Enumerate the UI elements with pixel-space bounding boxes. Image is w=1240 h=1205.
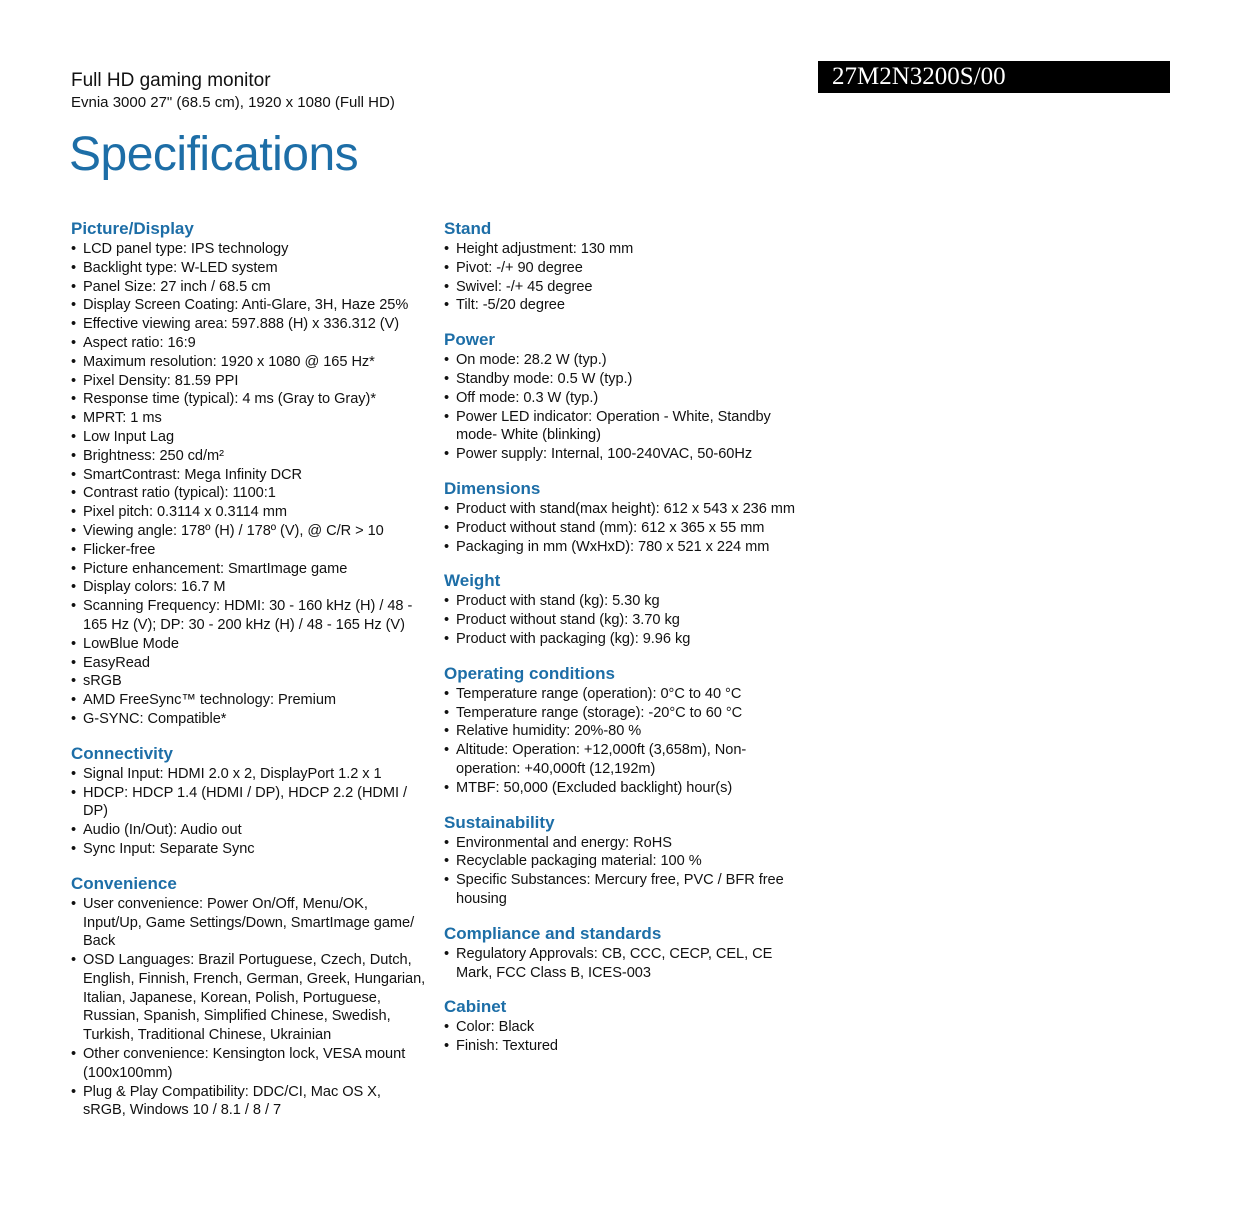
section-title: Power	[444, 330, 496, 350]
spec-list	[444, 834, 796, 909]
spec-item: • Product without stand (kg): 3.70 kg	[444, 611, 796, 630]
spec-item: • On mode: 28.2 W (typ.)	[444, 351, 796, 370]
spec-section-compliance-and-standards	[444, 923, 796, 983]
spec-list	[444, 592, 796, 648]
spec-item: • Off mode: 0.3 W (typ.)	[444, 389, 796, 408]
spec-list	[444, 1018, 796, 1056]
spec-list	[444, 351, 796, 464]
spec-section-weight	[444, 570, 796, 648]
spec-item: • LCD panel type: IPS technology	[71, 240, 427, 259]
spec-item: • Other convenience: Kensington lock, VESA mount (100x100mm)	[71, 1045, 427, 1083]
spec-item: • Recyclable packaging material: 100 %	[444, 852, 796, 871]
spec-item: • Picture enhancement: SmartImage game	[71, 560, 427, 579]
model-number-bar	[818, 61, 1170, 93]
spec-item: • Specific Substances: Mercury free, PVC / BFR free housing	[444, 871, 796, 909]
spec-item: • Height adjustment: 130 mm	[444, 240, 796, 259]
spec-item: • Environmental and energy: RoHS	[444, 834, 796, 853]
spec-item: • Backlight type: W-LED system	[71, 259, 427, 278]
spec-item: • Power LED indicator: Operation - White, Standby mode- White (blinking)	[444, 408, 796, 446]
spec-item: • Tilt: -5/20 degree	[444, 296, 796, 315]
spec-item: • LowBlue Mode	[71, 635, 427, 654]
spec-item: • sRGB	[71, 672, 427, 691]
spec-item: • Audio (In/Out): Audio out	[71, 821, 427, 840]
spec-item: • Brightness: 250 cd/m²	[71, 447, 427, 466]
spec-item: • Pivot: -/+ 90 degree	[444, 259, 796, 278]
spec-item: • Sync Input: Separate Sync	[71, 840, 427, 859]
spec-item: • Packaging in mm (WxHxD): 780 x 521 x 224 mm	[444, 538, 796, 557]
spec-item: • SmartContrast: Mega Infinity DCR	[71, 466, 427, 485]
spec-item: • Response time (typical): 4 ms (Gray to Gray)*	[71, 390, 427, 409]
spec-item: • Display Screen Coating: Anti-Glare, 3H, Haze 25%	[71, 296, 427, 315]
product-title: Full HD gaming monitor	[71, 70, 271, 91]
spec-column-left	[71, 218, 427, 1134]
spec-item: • Panel Size: 27 inch / 68.5 cm	[71, 278, 427, 297]
spec-list	[444, 500, 796, 556]
spec-item: • AMD FreeSync™ technology: Premium	[71, 691, 427, 710]
spec-item: • MPRT: 1 ms	[71, 409, 427, 428]
section-title: Stand	[444, 219, 492, 238]
spec-item: • Regulatory Approvals: CB, CCC, CECP, CEL, CE Mark, FCC Class B, ICES-003	[444, 945, 796, 983]
spec-item: • Pixel Density: 81.59 PPI	[71, 372, 427, 391]
spec-section-picture-display	[71, 218, 427, 729]
section-title: Convenience	[71, 873, 177, 893]
spec-item: • Maximum resolution: 1920 x 1080 @ 165 Hz*	[71, 353, 427, 372]
section-title: Sustainability	[444, 812, 555, 832]
spec-item: • User convenience: Power On/Off, Menu/OK, Input/Up, Game Settings/Down, SmartImage game/ Back	[71, 895, 427, 951]
spec-section-operating-conditions	[444, 663, 796, 798]
spec-item: • Scanning Frequency: HDMI: 30 - 160 kHz (H) / 48 - 165 Hz (V); DP: 30 - 200 kHz (H) / 48 - 165 Hz (V)	[71, 597, 427, 635]
section-title: Operating conditions	[444, 663, 615, 683]
spec-item: • Altitude: Operation: +12,000ft (3,658m), Non-operation: +40,000ft (12,192m)	[444, 741, 796, 779]
section-title: Cabinet	[444, 997, 507, 1017]
spec-list	[444, 240, 796, 315]
spec-item: • OSD Languages: Brazil Portuguese, Czech, Dutch, English, Finnish, French, German, Greek, Hungarian, Italian, Japanese, Korean, Polish, Portuguese, Russian, Spanish, Simplified Chinese, Swedish, Turkish, Traditional Chinese, Ukrainian	[71, 951, 427, 1045]
spec-item: • Power supply: Internal, 100-240VAC, 50-60Hz	[444, 445, 796, 464]
spec-section-dimensions	[444, 478, 796, 556]
page-title: Specifications	[69, 128, 359, 181]
spec-item: • Effective viewing area: 597.888 (H) x 336.312 (V)	[71, 315, 427, 334]
spec-item: • Product with stand (kg): 5.30 kg	[444, 592, 796, 611]
spec-list	[444, 945, 796, 983]
spec-item: • Plug & Play Compatibility: DDC/CI, Mac OS X, sRGB, Windows 10 / 8.1 / 8 / 7	[71, 1083, 427, 1121]
spec-section-power	[444, 329, 796, 464]
spec-section-stand	[444, 218, 796, 315]
spec-item: • Color: Black	[444, 1018, 796, 1037]
spec-item: • Viewing angle: 178º (H) / 178º (V), @ C/R > 10	[71, 522, 427, 541]
spec-item: • G-SYNC: Compatible*	[71, 710, 427, 729]
spec-list	[71, 240, 427, 729]
spec-item: • Product with packaging (kg): 9.96 kg	[444, 630, 796, 649]
spec-list	[71, 765, 427, 859]
section-title: Weight	[444, 571, 501, 591]
spec-item: • Swivel: -/+ 45 degree	[444, 278, 796, 297]
model-number: 27M2N3200S/00	[832, 63, 1006, 90]
spec-list	[444, 685, 796, 798]
section-title: Connectivity	[71, 743, 174, 763]
spec-item: • Flicker-free	[71, 541, 427, 560]
spec-item: • Aspect ratio: 16:9	[71, 334, 427, 353]
product-header	[71, 69, 395, 112]
spec-section-convenience	[71, 873, 427, 1121]
spec-list	[71, 895, 427, 1121]
spec-column-right	[444, 218, 796, 1070]
spec-item: • Temperature range (operation): 0°C to 40 °C	[444, 685, 796, 704]
spec-item: • Temperature range (storage): -20°C to 60 °C	[444, 704, 796, 723]
spec-item: • EasyRead	[71, 654, 427, 673]
spec-item: • Product with stand(max height): 612 x 543 x 236 mm	[444, 500, 796, 519]
product-subtitle: Evnia 3000 27" (68.5 cm), 1920 x 1080 (Full HD)	[71, 94, 395, 111]
spec-item: • Finish: Textured	[444, 1037, 796, 1056]
spec-section-sustainability	[444, 812, 796, 909]
spec-item: • Standby mode: 0.5 W (typ.)	[444, 370, 796, 389]
section-title: Dimensions	[444, 478, 541, 498]
spec-item: • Relative humidity: 20%-80 %	[444, 722, 796, 741]
spec-item: • Product without stand (mm): 612 x 365 x 55 mm	[444, 519, 796, 538]
spec-section-connectivity	[71, 743, 427, 859]
spec-section-cabinet	[444, 996, 796, 1056]
spec-item: • Low Input Lag	[71, 428, 427, 447]
section-title: Compliance and standards	[444, 923, 662, 943]
spec-item: • HDCP: HDCP 1.4 (HDMI / DP), HDCP 2.2 (HDMI / DP)	[71, 784, 427, 822]
spec-item: • Display colors: 16.7 M	[71, 578, 427, 597]
spec-item: • Signal Input: HDMI 2.0 x 2, DisplayPort 1.2 x 1	[71, 765, 427, 784]
spec-item: • Contrast ratio (typical): 1100:1	[71, 484, 427, 503]
spec-item: • MTBF: 50,000 (Excluded backlight) hour(s)	[444, 779, 796, 798]
section-title: Picture/Display	[71, 219, 194, 238]
spec-item: • Pixel pitch: 0.3114 x 0.3114 mm	[71, 503, 427, 522]
